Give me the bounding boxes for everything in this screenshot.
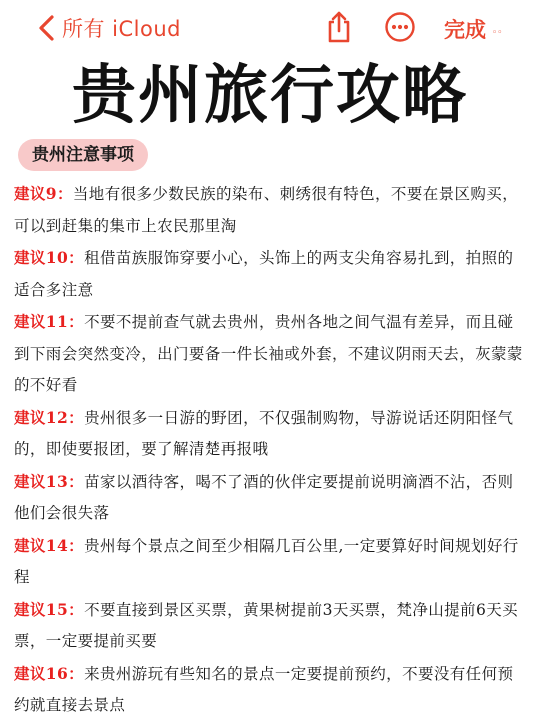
tips-list: [14, 178, 528, 720]
chevron-left-icon: [36, 13, 58, 43]
done-indicator: ◦◦: [492, 28, 503, 38]
list-item: [14, 306, 528, 402]
tip-text: 当地有很多少数民族的染布、刺绣很有特色，不要在景区购买，可以到赶集的集市上农民那里淘: [14, 185, 519, 235]
tip-text: 苗家以酒待客，喝不了酒的伙伴定要提前说明滴酒不沾，否则他们会很失落: [14, 472, 514, 522]
share-icon[interactable]: [324, 10, 354, 44]
note-title: 贵州旅行攻略: [72, 59, 468, 133]
tip-number: 建议14：: [14, 535, 85, 555]
list-item: [14, 658, 528, 720]
tip-text: 来贵州游玩有些知名的景点一定要提前预约，不要没有任何预约就直接去景点: [14, 664, 514, 714]
section-tag: 贵州注意事项: [18, 139, 148, 171]
tip-text: 贵州每个景点之间至少相隔几百公里,一定要算好时间规划好行程: [14, 536, 519, 586]
tip-text: 不要直接到景区买票，黄果树提前3天买票，梵净山提前6天买票，一定要提前买要: [14, 600, 519, 650]
list-item: [14, 466, 528, 530]
list-item: [14, 402, 528, 466]
list-item: [14, 178, 528, 242]
tip-text: 租借苗族服饰穿要小心，头饰上的两支尖角容易扎到，拍照的适合多注意: [14, 249, 514, 299]
tip-text: 贵州很多一日游的野团，不仅强制购物，导游说话还阴阳怪气的，即使要报团，要了解清楚再报哦: [14, 408, 514, 458]
tip-number: 建议15：: [14, 599, 85, 619]
tip-number: 建议13：: [14, 471, 85, 491]
back-button[interactable]: [36, 12, 181, 44]
tip-number: 建议11：: [14, 312, 85, 331]
tip-number: 建议12：: [14, 407, 85, 427]
list-item: [14, 242, 528, 306]
tip-number: 建议10：: [14, 248, 85, 267]
back-label: 所有 iCloud: [62, 17, 181, 41]
done-button[interactable]: 完成: [444, 18, 486, 42]
top-toolbar: [0, 0, 540, 56]
tip-number: 建议16：: [14, 663, 85, 683]
list-item: [14, 530, 528, 594]
tip-number: 建议9：: [14, 184, 73, 203]
more-icon[interactable]: [384, 11, 416, 43]
tip-text: 不要不提前查气就去贵州，贵州各地之间气温有差异，而且碰到下雨会突然变冷，出门要备一件长袖或外套，不建议阴雨天去，灰蒙蒙的不好看: [14, 313, 523, 394]
list-item: [14, 594, 528, 658]
